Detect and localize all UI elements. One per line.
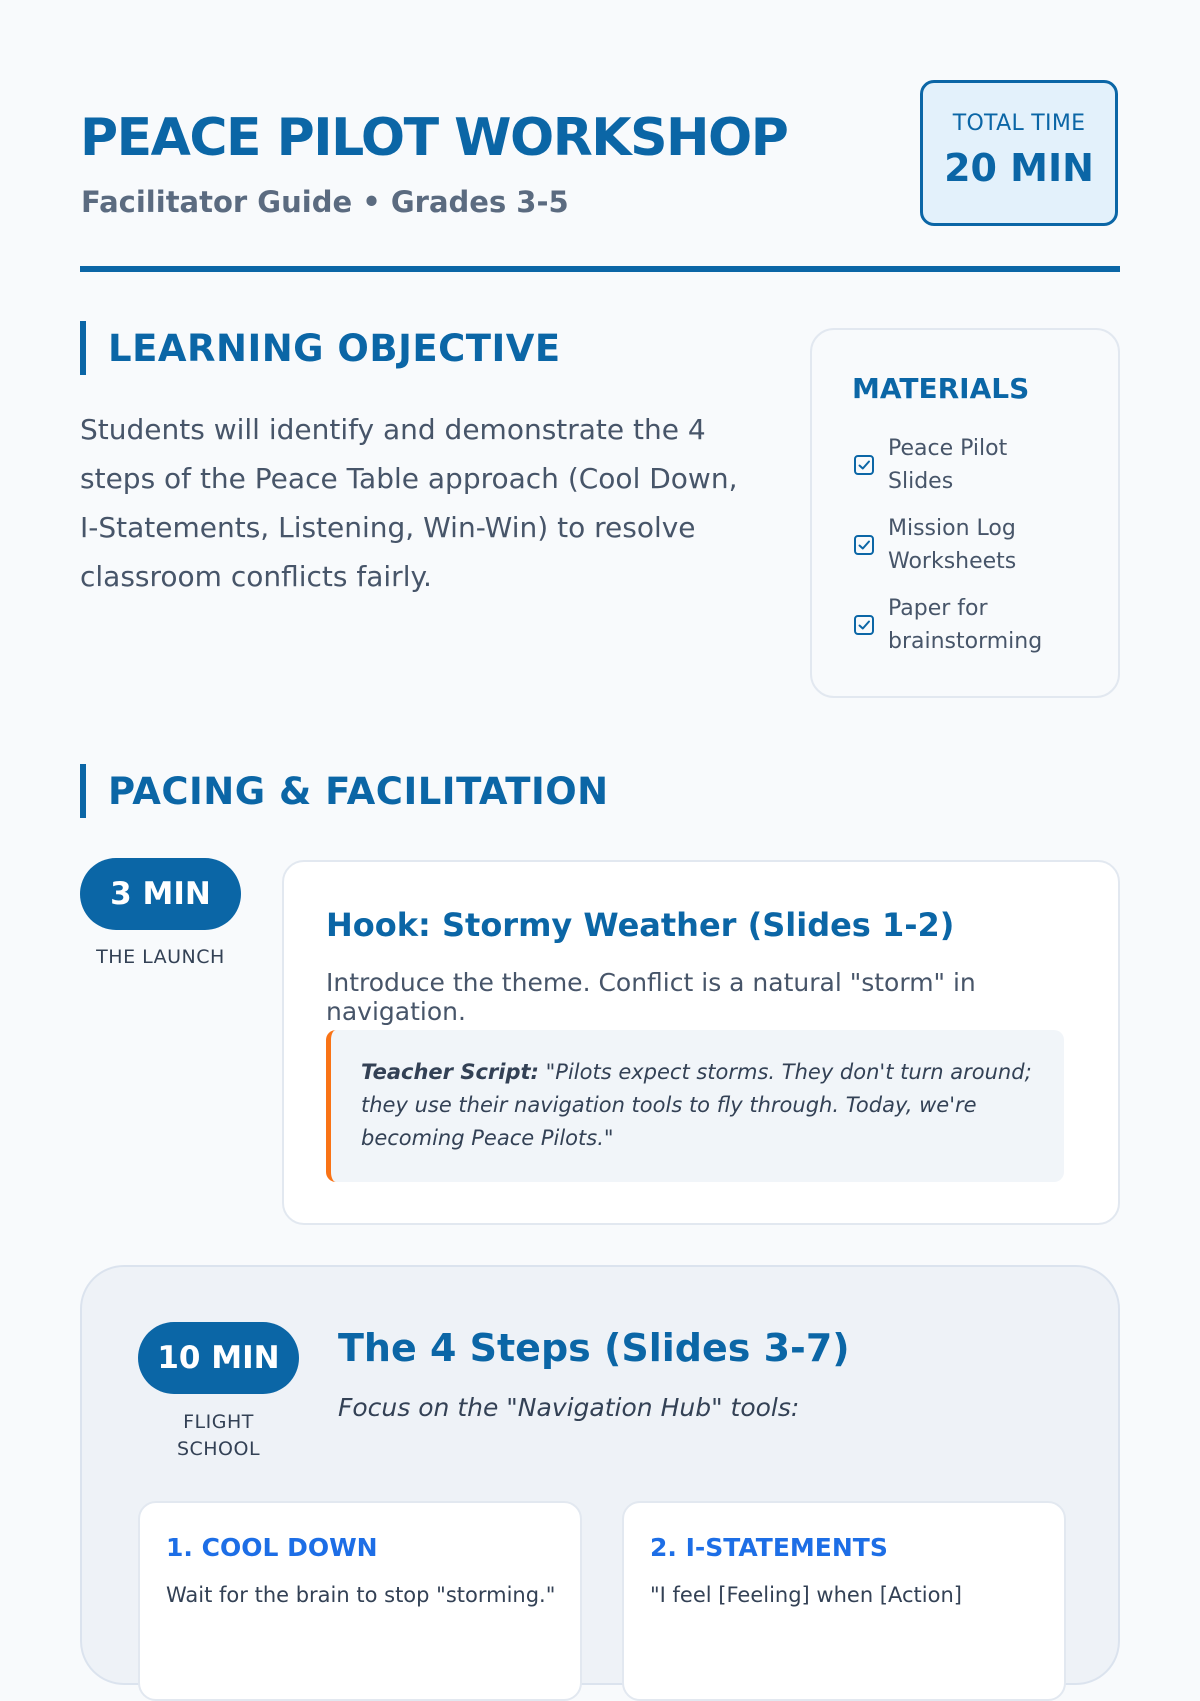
- launch-caption: THE LAUNCH: [96, 946, 225, 968]
- objective-text: Students will identify and demonstrate the 4 steps of the Peace Table approach (Cool Down, I-Statements, Listening, Win-Win) to resolve classroom conflicts fairly.: [80, 413, 738, 593]
- step-card-cool-down: [138, 1501, 582, 1701]
- step-text: Wait for the brain to stop "storming.": [166, 1583, 556, 1607]
- objective-heading: [80, 321, 561, 375]
- step-text: "I feel [Feeling] when [Action]: [650, 1583, 962, 1607]
- check-square-icon: [852, 533, 876, 557]
- flight-school-subtitle: Focus on the "Navigation Hub" tools:: [338, 1393, 800, 1422]
- materials-item-label: Mission Log Worksheets: [888, 516, 1017, 574]
- materials-card: [810, 328, 1120, 698]
- step-card-i-statements: [622, 1501, 1066, 1701]
- flight-school-block: [80, 1265, 1120, 1685]
- materials-item-label: Peace Pilot Slides: [888, 436, 1008, 494]
- materials-item: [852, 432, 1007, 498]
- page-subtitle: Facilitator Guide • Grades 3-5: [81, 185, 569, 219]
- teacher-script-box: [326, 1030, 1064, 1182]
- launch-card-title: Hook: Stormy Weather (Slides 1-2): [326, 906, 955, 944]
- page-title: PEACE PILOT WORKSHOP: [80, 108, 788, 168]
- launch-card-description: Introduce the theme. Conflict is a natural "storm" in navigation.: [326, 968, 976, 1026]
- header-divider: [80, 266, 1120, 272]
- check-square-icon: [852, 453, 876, 477]
- flight-school-time-pill: 10 MIN: [138, 1322, 299, 1394]
- section-accent-bar: [80, 321, 86, 375]
- total-time-box: [920, 80, 1118, 226]
- launch-time-pill: 3 MIN: [80, 858, 241, 930]
- flight-school-title: The 4 Steps (Slides 3-7): [338, 1326, 850, 1370]
- teacher-script-text: "Pilots expect storms. They don't turn around; they use their navigation tools to fly through. Today, we're becoming Peace Pilots.": [361, 1060, 1032, 1150]
- pacing-title: PACING & FACILITATION: [108, 769, 609, 813]
- launch-card: [282, 860, 1120, 1225]
- total-time-value: 20 MIN: [944, 146, 1094, 190]
- materials-item: [852, 592, 1042, 658]
- section-accent-bar: [80, 764, 86, 818]
- step-title: 1. COOL DOWN: [166, 1533, 378, 1562]
- teacher-script-label: Teacher Script:: [361, 1060, 539, 1084]
- total-time-label: TOTAL TIME: [952, 111, 1086, 136]
- check-square-icon: [852, 613, 876, 637]
- materials-item-label: Paper for brainstorming: [888, 596, 1043, 654]
- flight-school-caption: FLIGHT SCHOOL: [176, 1411, 261, 1460]
- materials-item: [852, 512, 1016, 578]
- materials-title: MATERIALS: [852, 372, 1030, 405]
- objective-title: LEARNING OBJECTIVE: [108, 326, 561, 370]
- pacing-heading: [80, 764, 609, 818]
- step-title: 2. I-STATEMENTS: [650, 1533, 888, 1562]
